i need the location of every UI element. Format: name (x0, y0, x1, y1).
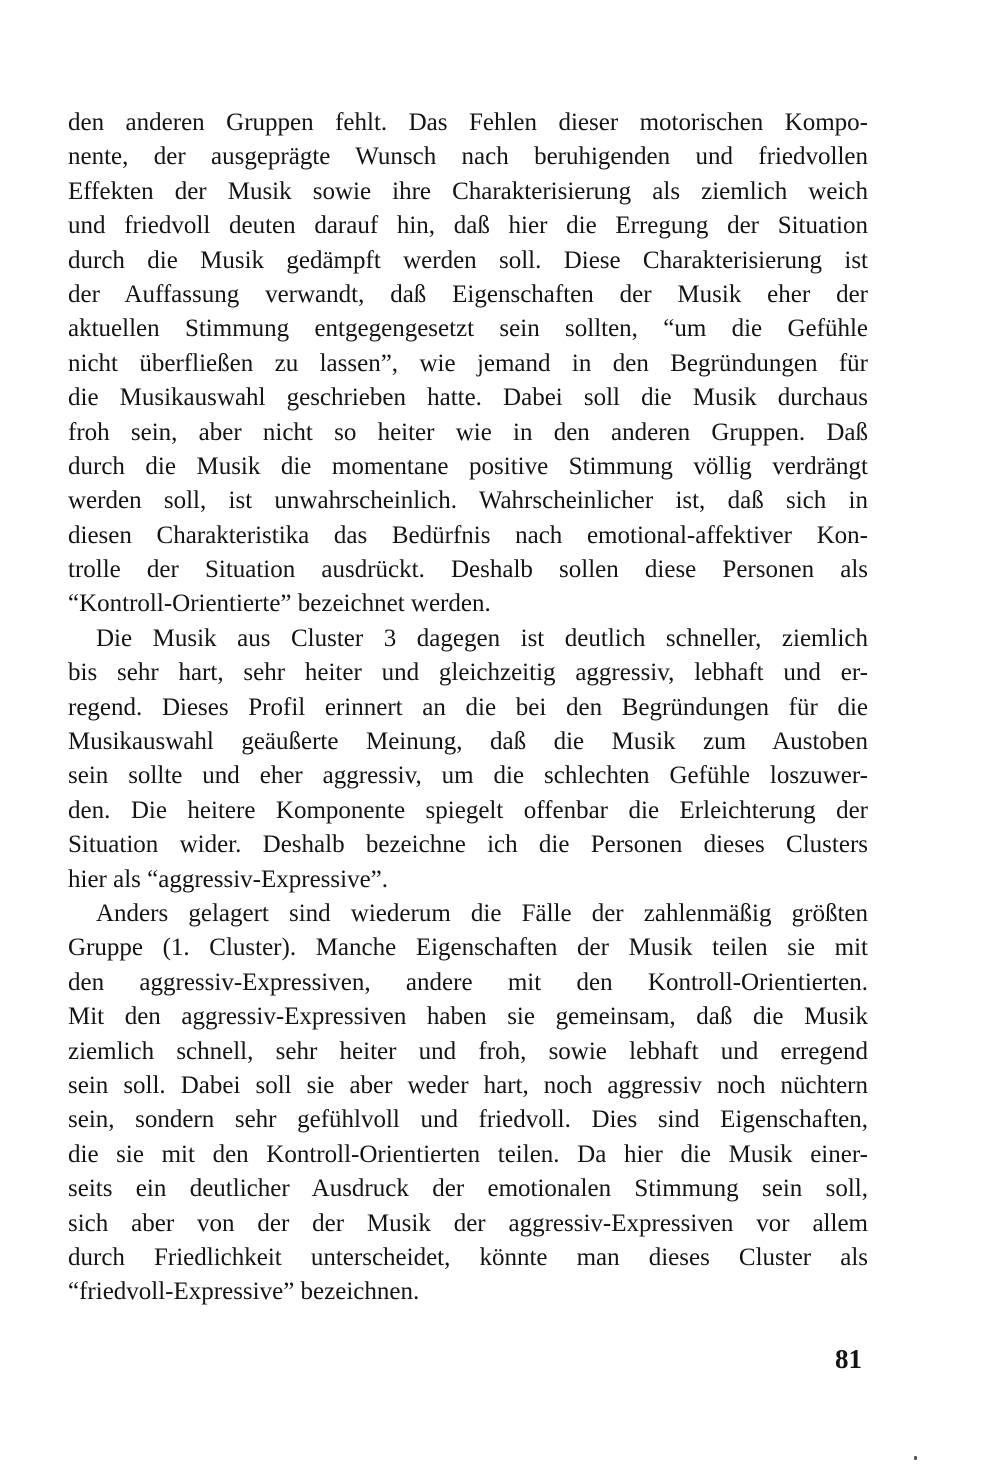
text-line: nente, der ausgeprägte Wunsch nach beruhigenden und friedvollen (68, 143, 868, 171)
text-line: hier als “aggressiv-Expressive”. (68, 865, 389, 893)
body-text (68, 106, 868, 1310)
text-line: bis sehr hart, sehr heiter und gleichzeitig aggressiv, lebhaft und er- (68, 659, 868, 687)
scan-speck (914, 1456, 917, 1460)
text-line: ziemlich schnell, sehr heiter und froh, sowie lebhaft und erregend (68, 1037, 868, 1065)
text-line: “friedvoll-Expressive” bezeichnen. (68, 1278, 420, 1306)
text-line: die sie mit den Kontroll-Orientierten teilen. Da hier die Musik einer- (68, 1140, 868, 1168)
text-line: trolle der Situation ausdrückt. Deshalb sollen diese Personen als (68, 556, 868, 584)
text-line: sein sollte und eher aggressiv, um die schlechten Gefühle loszuwer- (68, 762, 868, 790)
text-line: den anderen Gruppen fehlt. Das Fehlen dieser motorischen Kompo- (68, 109, 868, 136)
text-line: Musikauswahl geäußerte Meinung, daß die Musik zum Austoben (68, 728, 868, 756)
page-number: 81 (835, 1344, 862, 1374)
text-line: durch Friedlichkeit unterscheidet, könnte man dieses Cluster als (68, 1243, 868, 1271)
text-line: sein soll. Dabei soll sie aber weder hart, noch aggressiv noch nüchtern (68, 1071, 868, 1099)
text-line: den aggressiv-Expressiven, andere mit den Kontroll-Orientierten. (68, 968, 868, 996)
text-line: und friedvoll deuten darauf hin, daß hier die Erregung der Situation (68, 212, 868, 240)
text-line: Mit den aggressiv-Expressiven haben sie gemeinsam, daß die Musik (68, 1003, 868, 1031)
text-line: aktuellen Stimmung entgegengesetzt sein sollten, “um die Gefühle (68, 315, 868, 343)
text-line: nicht überfließen zu lassen”, wie jemand in den Begründungen für (68, 349, 868, 377)
text-line: diesen Charakteristika das Bedürfnis nach emotional-affektiver Kon- (68, 521, 868, 549)
text-line: regend. Dieses Profil erinnert an die bei den Begründungen für die (68, 693, 868, 721)
text-line: den. Die heitere Komponente spiegelt offenbar die Erleichterung der (68, 796, 868, 824)
text-line: Die Musik aus Cluster 3 dagegen ist deutlich schneller, ziemlich (96, 624, 868, 652)
text-line: Gruppe (1. Cluster). Manche Eigenschaften der Musik teilen sie mit (68, 934, 868, 962)
text-line: die Musikauswahl geschrieben hatte. Dabei soll die Musik durchaus (68, 384, 868, 412)
text-line: Situation wider. Deshalb bezeichne ich die Personen dieses Clusters (68, 831, 868, 859)
text-line: Anders gelagert sind wiederum die Fälle der zahlenmäßig größten (96, 899, 868, 927)
text-line: froh sein, aber nicht so heiter wie in den anderen Gruppen. Daß (68, 418, 868, 446)
text-line: werden soll, ist unwahrscheinlich. Wahrscheinlicher ist, daß sich in (68, 487, 868, 515)
text-line: “Kontroll-Orientierte” bezeichnet werden. (68, 590, 491, 618)
text-line: sein, sondern sehr gefühlvoll und friedvoll. Dies sind Eigenschaften, (68, 1106, 868, 1134)
text-line: der Auffassung verwandt, daß Eigenschaften der Musik eher der (68, 280, 868, 308)
text-line: Effekten der Musik sowie ihre Charakterisierung als ziemlich weich (68, 177, 868, 205)
text-line: seits ein deutlicher Ausdruck der emotionalen Stimmung sein soll, (68, 1175, 868, 1203)
text-line: durch die Musik die momentane positive Stimmung völlig verdrängt (68, 452, 868, 480)
text-line: sich aber von der der Musik der aggressiv-Expressiven vor allem (68, 1209, 868, 1237)
text-line: durch die Musik gedämpft werden soll. Diese Charakterisierung ist (68, 246, 868, 274)
